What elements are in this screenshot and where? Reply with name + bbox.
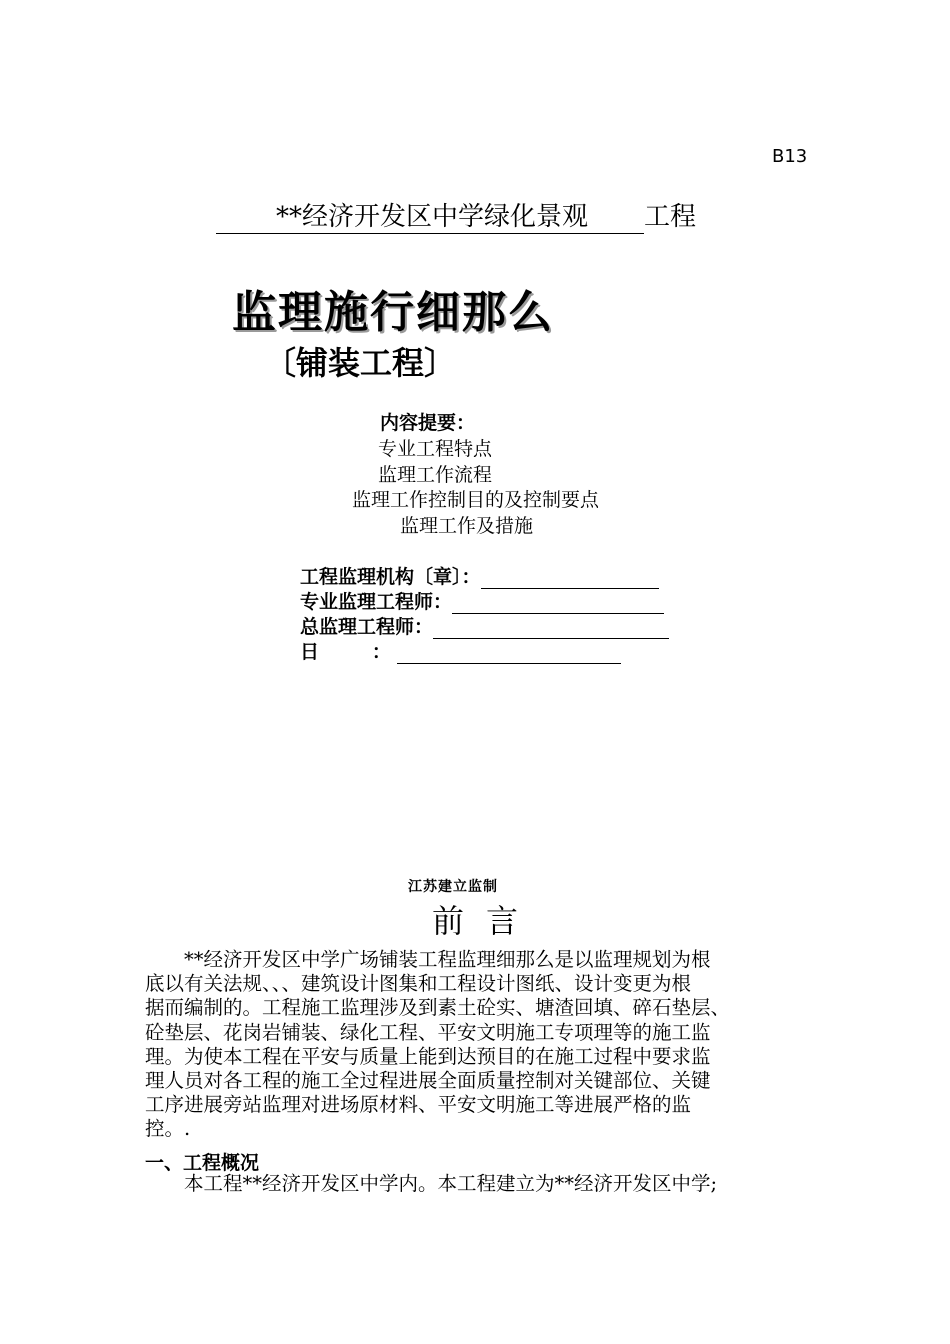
- signature-line-specialist: [300, 587, 664, 614]
- document-code: B13: [772, 146, 808, 167]
- signature-label: 专业监理工程师：: [300, 591, 453, 613]
- preface-line: 砼垫层、花岗岩铺装、绿化工程、平安文明施工专项理等的施工监: [145, 1020, 711, 1044]
- section-heading: 一、工程概况: [145, 1152, 260, 1174]
- signature-line-chief: [300, 612, 669, 639]
- signature-line-date: [300, 637, 621, 664]
- preface-heading: 前言: [432, 902, 541, 940]
- preface-line: 控。.: [145, 1117, 191, 1141]
- summary-item: 监理工作流程: [378, 464, 493, 486]
- organization-name: 江苏建立监制: [408, 879, 498, 895]
- document-subtitle: 〔铺装工程〕: [264, 344, 457, 382]
- section-text: 本工程**经济开发区中学内。本工程建立为**经济开发区中学;: [145, 1172, 718, 1195]
- preface-paragraph: [145, 948, 825, 1142]
- signature-label: 工程监理机构〔章〕：: [300, 566, 481, 588]
- preface-line: 理人员对各工程的施工全过程进展全面质量控制对关键部位、关键: [145, 1069, 711, 1093]
- signature-blank: [452, 593, 664, 614]
- summary-label: 内容提要：: [380, 412, 476, 434]
- preface-line: 理。为使本工程在平安与质量上能到达预目的在施工过程中要求监: [145, 1044, 711, 1068]
- summary-item: 专业工程特点: [378, 438, 493, 460]
- preface-line: 底以有关法规、、、建筑设计图集和工程设计图纸、设计变更为根: [145, 972, 692, 996]
- document-title: 监理施行细那么: [232, 287, 554, 338]
- signature-label: 总监理工程师：: [300, 616, 434, 638]
- summary-item: 监理工作控制目的及控制要点: [352, 489, 600, 511]
- signature-blank: [481, 568, 659, 589]
- signature-label: 日 ：: [300, 641, 391, 663]
- signature-blank: [433, 618, 669, 639]
- preface-line: 工序进展旁站监理对进场原材料、平安文明施工等进展严格的监: [145, 1093, 692, 1117]
- signature-blank: [397, 643, 621, 664]
- signature-line-organization: [300, 562, 659, 589]
- preface-line: **经济开发区中学广场铺装工程监理细那么是以监理规划为根: [145, 948, 711, 971]
- preface-line: 据而编制的。工程施工监理涉及到素土砼实、塘渣回填、碎石垫层、: [145, 996, 731, 1020]
- project-name: **经济开发区中学绿化景观: [216, 196, 644, 234]
- summary-item: 监理工作及措施: [400, 515, 534, 537]
- project-name-line: [216, 196, 736, 234]
- project-suffix: 工程: [644, 202, 697, 232]
